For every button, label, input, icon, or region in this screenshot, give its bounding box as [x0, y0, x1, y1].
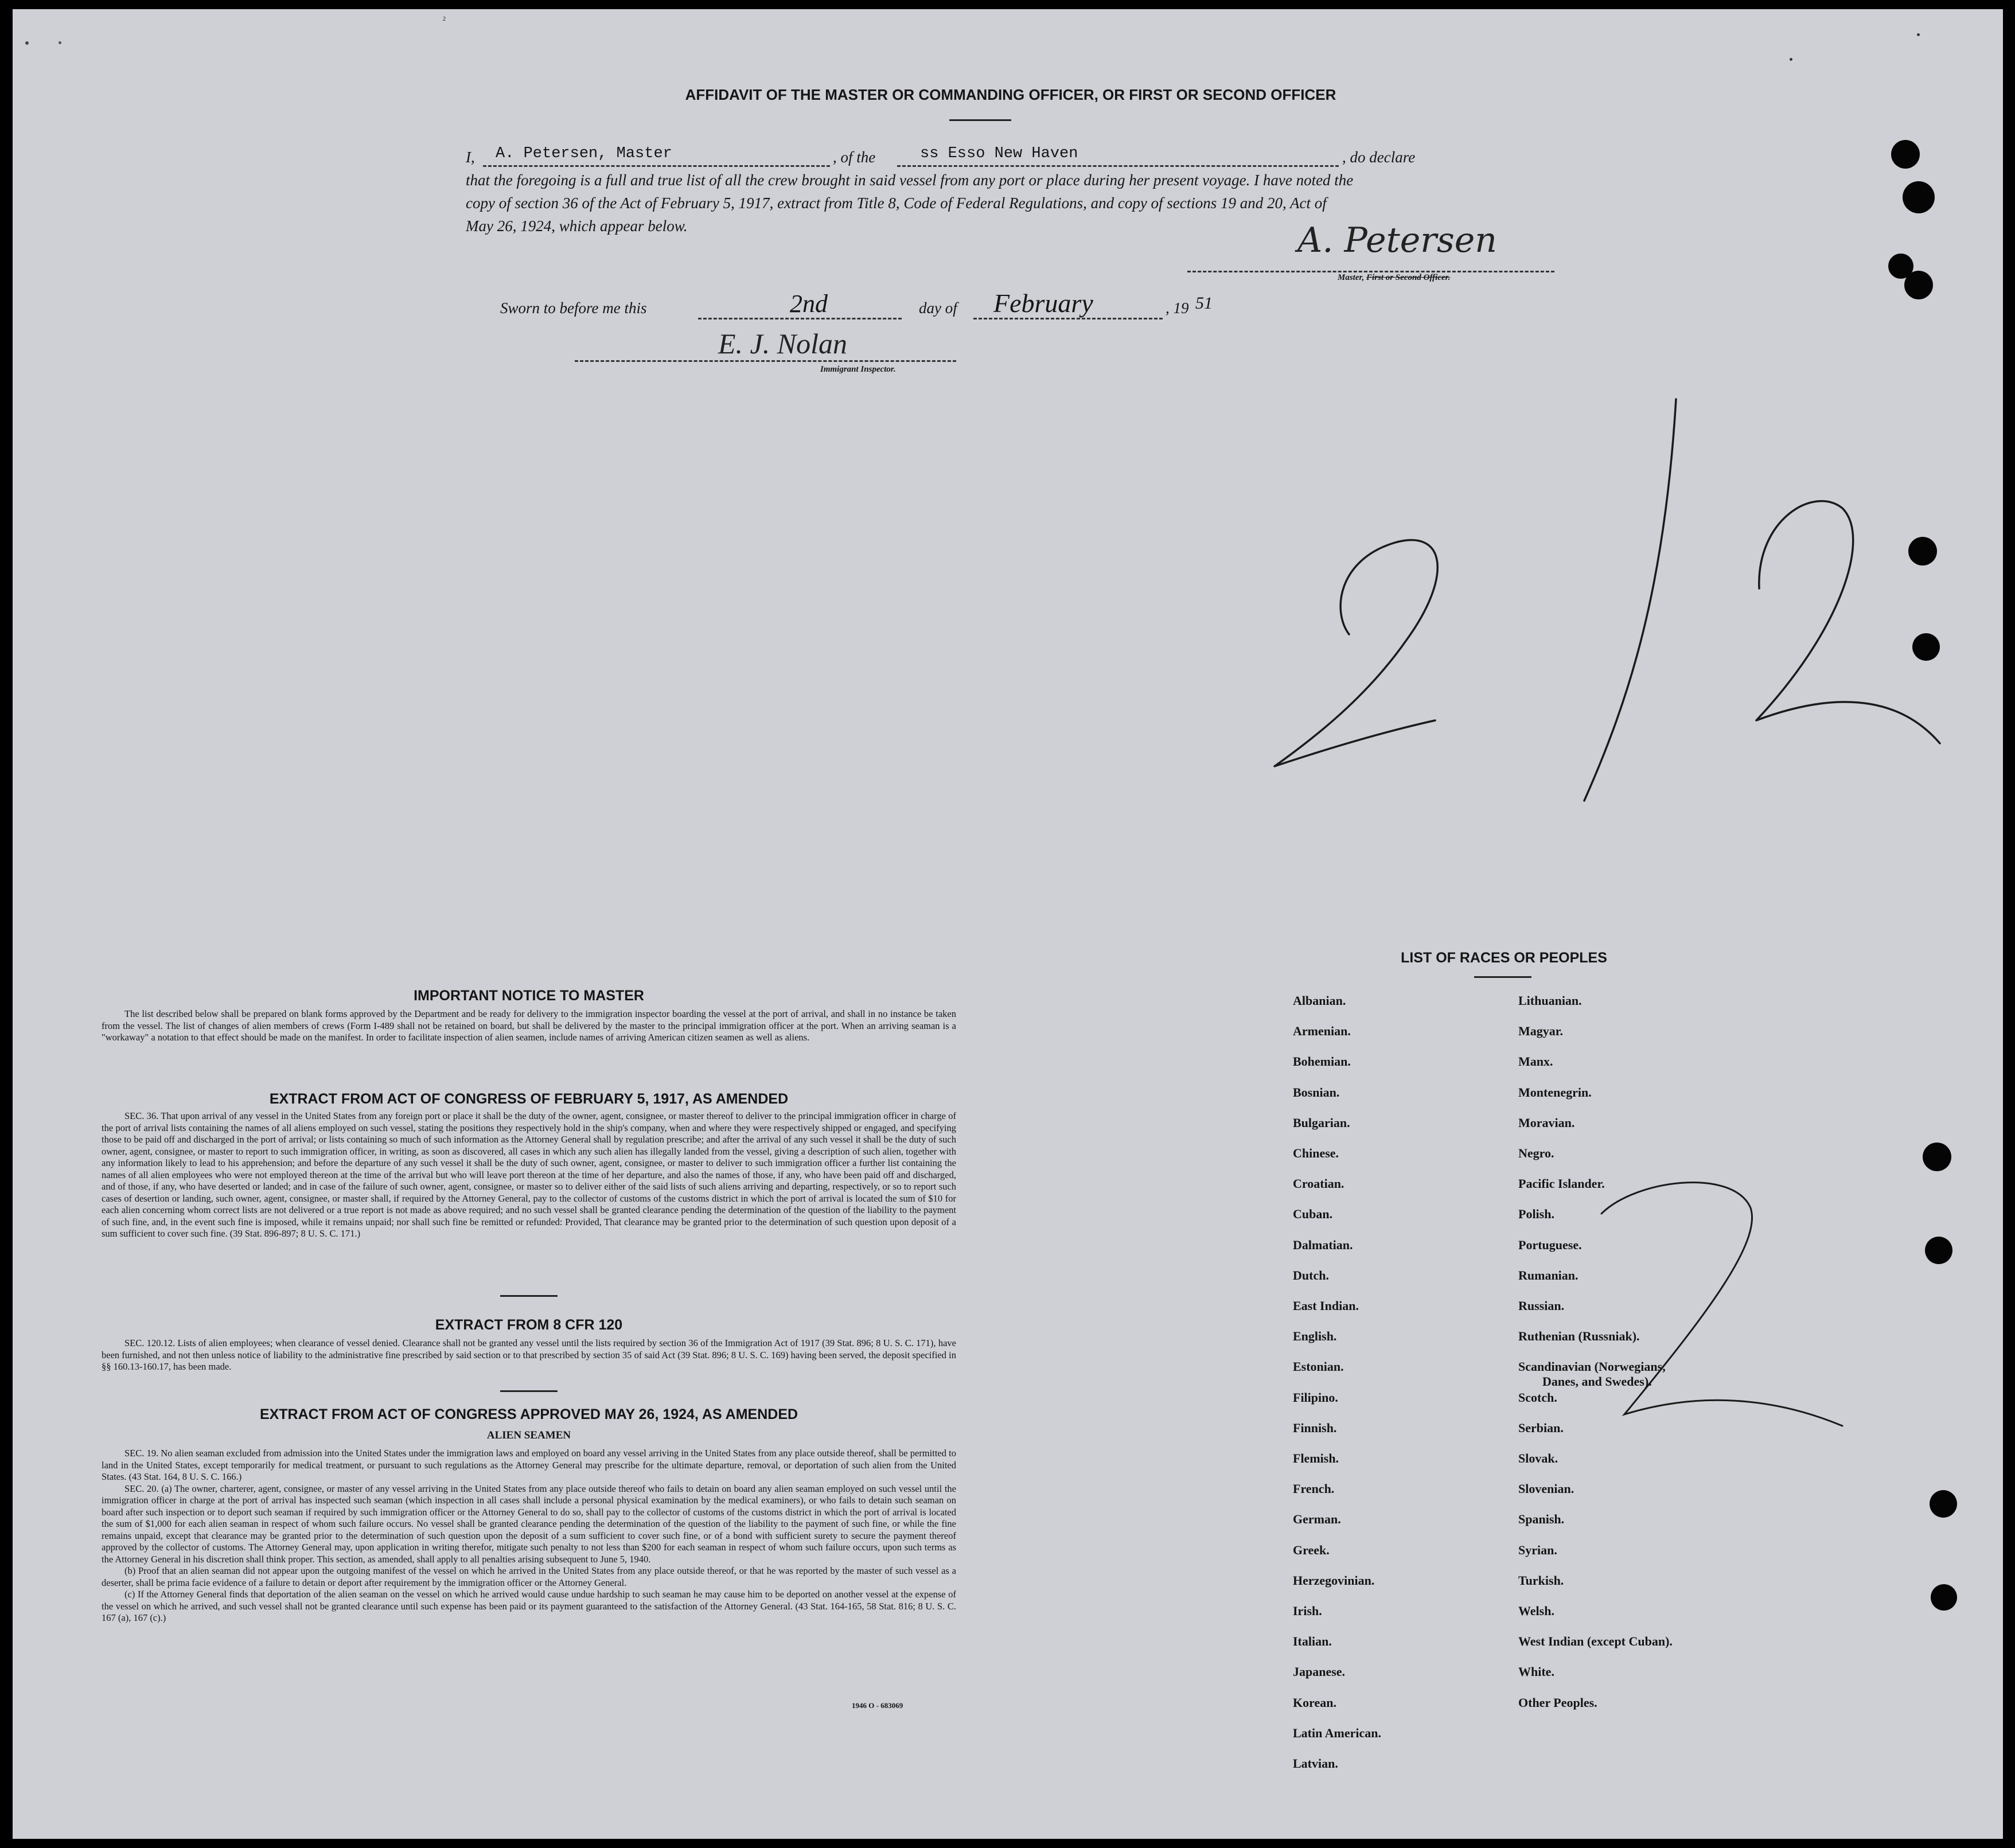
do-declare-label: , do declare: [1342, 149, 1416, 166]
punch-hole: [1903, 181, 1935, 213]
race-item: Slovenian.: [1518, 1481, 1574, 1496]
scan-speck: [59, 41, 61, 44]
extract-cfr-text: SEC. 120.12. Lists of alien employees; when clearance of vessel denied. Clearance shall not be granted any vessel until the lists required by section 36 of the Immigration Act of 1917 (39 Stat. 896; 8 U. S. C. 171), have been furnished, and not then unless notice of liability to the administrative fine prescribed by said section or to that prescribed by section 35 of said Act (39 Stat. 896; 8 U. S. C. 169) having been served, the deposit specified in §§ 160.13-160.17, has been made.: [102, 1338, 956, 1372]
race-item: Polish.: [1518, 1207, 1554, 1222]
race-item: Russian.: [1518, 1299, 1565, 1313]
declaration-line-2: that the foregoing is a full and true list of all the crew brought in said vessel from any port or place during her present voyage. I have noted the: [466, 171, 1354, 189]
vessel-name-value: ss Esso New Haven: [920, 145, 1078, 162]
punch-hole: [1930, 1490, 1957, 1518]
punch-hole: [1931, 1584, 1957, 1611]
section-rule: [500, 1390, 558, 1392]
race-item: Serbian.: [1518, 1420, 1564, 1435]
notice-text: The list described below shall be prepared on blank forms approved by the Department and be ready for delivery to the immigration inspector boarding the vessel at the port of arrival, and shall in no instance be taken from the vessel. The list of changes of alien members of crews (Form I-489 shall not be retained on board, but shall be delivered by the master to the principal immigration officer at the port. When an arriving seaman is a "workaway" a notation to that effect should be made on the manifest. In order to facilitate inspection of alien seamen, include names of arriving American citizen seamen as well as aliens.: [102, 1008, 956, 1043]
master-signature: A. Petersen: [1297, 220, 1497, 260]
extract-1924-title: EXTRACT FROM ACT OF CONGRESS APPROVED MAY 26, 1924, AS AMENDED: [259, 1406, 798, 1422]
scan-speck: [1917, 33, 1920, 36]
races-title: LIST OF RACES OR PEOPLES: [1401, 950, 1607, 966]
master-signature-line: [1187, 265, 1554, 272]
extract-1924-subtitle: ALIEN SEAMEN: [486, 1429, 571, 1441]
scan-speck: [25, 41, 29, 45]
race-item: Bohemian.: [1293, 1054, 1351, 1069]
sworn-month: February: [993, 288, 1093, 318]
race-item: Bulgarian.: [1293, 1115, 1350, 1130]
race-item: Magyar.: [1518, 1024, 1564, 1039]
race-item: Other Peoples.: [1518, 1695, 1597, 1710]
race-item: White.: [1518, 1664, 1554, 1679]
master-caption-master: Master,: [1338, 273, 1365, 282]
handwritten-strokes: [1275, 399, 1940, 801]
declaration-line-3: copy of section 36 of the Act of February 5, 1917, extract from Title 8, Code of Federal Regulations, and copy of sections 19 and 20, Act of: [466, 194, 1327, 212]
race-item: Scotch.: [1518, 1390, 1557, 1405]
races-column-1: [1293, 993, 1511, 1796]
race-item: Syrian.: [1518, 1542, 1557, 1557]
race-item: Irish.: [1293, 1604, 1322, 1618]
race-item: Chinese.: [1293, 1146, 1339, 1160]
punch-hole: [1923, 1143, 1951, 1171]
race-item: Albanian.: [1293, 993, 1346, 1008]
race-item: German.: [1293, 1512, 1341, 1527]
inspector-signature: E. J. Nolan: [718, 328, 847, 360]
race-item: Ruthenian (Russniak).: [1518, 1329, 1640, 1344]
inspector-signature-line: [575, 354, 956, 362]
sworn-label: Sworn to before me this: [500, 299, 647, 317]
race-item: Spanish.: [1518, 1512, 1565, 1527]
sec-19-text: SEC. 19. No alien seaman excluded from admission into the United States under the immigration laws and employed on board any vessel arriving in the United States from any place outside thereof, shall be permitted to land in the United States, except temporarily for medical treatment, or pursuant to such regulations as the Attorney General may prescribe for the ultimate departure, removal, or deportation of such alien from the United States. (43 Stat. 164, 8 U. S. C. 166.): [102, 1448, 956, 1482]
race-item: French.: [1293, 1481, 1335, 1496]
race-item: Korean.: [1293, 1695, 1336, 1710]
race-item: Rumanian.: [1518, 1268, 1579, 1282]
handwritten-mark-small-text: 2: [443, 16, 446, 22]
extract-cfr-title: EXTRACT FROM 8 CFR 120: [435, 1317, 623, 1333]
race-item: Slovak.: [1518, 1451, 1558, 1465]
race-item: Montenegrin.: [1518, 1085, 1592, 1100]
race-item: Herzegovinian.: [1293, 1573, 1375, 1588]
notice-title: IMPORTANT NOTICE TO MASTER: [414, 988, 644, 1004]
race-item: Pacific Islander.: [1518, 1176, 1605, 1191]
extract-1917-text: SEC. 36. That upon arrival of any vessel in the United States from any foreign port or place it shall be the duty of the owner, agent, consignee, or master thereof to deliver to the principal immigration officer in charge of the port of arrival lists containing the names of all aliens employed on such vessel, stating the positions they respectively hold in the ship's company, when and where they were respectively shipped or engaged, and specifying those to be paid off and discharged in the port of arrival; or lists containing so much of such information as the Attorney General shall by regulation prescribe; and after the arrival of any such vessel it shall be the duty of such owner, agent, consignee, or master to report to such immigration officer, in writing, as soon as discovered, all cases in which any such alien has illegally landed from the vessel, giving a description of such alien, together with any information likely to lead to his apprehension; and before the departure of any such vessel it shall be the duty of such owner, agent, consignee, or master to deliver to such immigration officer a further list containing the names of all alien employees who were not employed thereon at the time of the arrival but who will leave port thereon at the time of her departure, and also the names of those, if any, who have been paid off and discharged, and of those, if any, who have deserted or landed; and in case of the failure of such owner, agent, consignee, or master so to deliver either of the said lists of such aliens arriving and departing, respectively, or so to report such cases of desertion or landing, such owner, agent, consignee, or master shall, if required by the Attorney General, pay to the collector of customs of the customs district in which the port of arrival is located the sum of $10 for each alien concerning whom correct lists are not delivered or a true report is not made as above required; and no such vessel shall be granted clearance pending the determination of the question of the liability to the payment of such fine, and, in the event such fine is imposed, while it remains unpaid; nor shall such fine be remitted or refunded: Provided, That clearance may be granted prior to the determination of such question upon deposit of a sum sufficient to cover such fine. (39 Stat. 896-897; 8 U. S. C. 171.): [102, 1110, 956, 1239]
race-item: Armenian.: [1293, 1024, 1351, 1039]
race-item: English.: [1293, 1329, 1337, 1344]
title-rule: [949, 119, 1011, 121]
race-item: Manx.: [1518, 1054, 1553, 1069]
declaration-line-4: May 26, 1924, which appear below.: [466, 217, 688, 235]
race-item: Cuban.: [1293, 1207, 1333, 1222]
section-rule: [500, 1295, 558, 1297]
affidavit-title: AFFIDAVIT OF THE MASTER OR COMMANDING OFFICER, OR FIRST OR SECOND OFFICER: [685, 86, 1336, 103]
sec-20b-text: (b) Proof that an alien seaman did not appear upon the outgoing manifest of the vessel on which he arrived in the United States from any place outside thereof, or that he was reported by the master of such vessel as a deserter, shall be prima facie evidence of a failure to detain or deport after requirement by the immigration officer or the Attorney General.: [102, 1565, 956, 1588]
i-label: I,: [466, 149, 475, 166]
race-item: Dutch.: [1293, 1268, 1329, 1282]
day-of-label: day of: [919, 299, 957, 317]
sec-20a-text: SEC. 20. (a) The owner, charterer, agent, consignee, or master of any vessel arriving in the United States from any place outside thereof who fails to detain on board any alien seaman employed on such vessel until the immigration officer in charge at the port of arrival has inspected such seaman (which inspection in all cases shall include a personal physical examination by the medical examiners), or who fails to detain such seaman on board after such inspection or to deport such seaman if required by such immigration officer or the Attorney General to do so, shall pay to the collector of customs of the customs district in which the port of arrival is located the sum of $1,000 for each alien seaman in respect of whom such failure occurs. No vessel shall be granted clearance pending the determination of the question of the liability to the payment of such fine, or while the fine remains unpaid, except that clearance may be granted prior to the determination of such question upon the deposit of a sum sufficient to cover such fine, or of a bond with sufficient surety to secure the payment thereof approved by the collector of customs. The Attorney General may, upon application in writing therefor, mitigate such penalty to not less than $200 for each seaman in respect of whom such failure occurs, upon such terms as the Attorney General in his discretion shall think proper. This section, as amended, shall apply to all penalties arising subsequent to June 5, 1940.: [102, 1483, 956, 1565]
race-item: Flemish.: [1293, 1451, 1339, 1465]
punch-hole: [1891, 140, 1920, 169]
races-title-rule: [1474, 976, 1531, 978]
race-item: Welsh.: [1518, 1604, 1554, 1618]
race-item: Moravian.: [1518, 1115, 1575, 1130]
race-item: Filipino.: [1293, 1390, 1338, 1405]
punch-hole: [1904, 271, 1933, 299]
race-item: East Indian.: [1293, 1299, 1359, 1313]
race-item: Scandinavian (Norwegians,: [1518, 1359, 1666, 1374]
race-item: Danes, and Swedes).: [1542, 1374, 1652, 1389]
master-name-value: A. Petersen, Master: [496, 145, 672, 162]
extract-1917-title: EXTRACT FROM ACT OF CONGRESS OF FEBRUARY 5, 1917, AS AMENDED: [269, 1091, 789, 1107]
scan-speck: [1790, 58, 1792, 61]
race-item: Portuguese.: [1518, 1237, 1582, 1252]
sworn-day: 2nd: [790, 290, 828, 318]
printer-imprint: 1946 O - 683069: [852, 1701, 903, 1710]
race-item: Turkish.: [1518, 1573, 1564, 1588]
race-item: Finnish.: [1293, 1420, 1337, 1435]
race-item: Lithuanian.: [1518, 993, 1582, 1008]
race-item: Latvian.: [1293, 1756, 1338, 1771]
sworn-line: [500, 288, 1303, 330]
year-suffix: 51: [1195, 294, 1213, 313]
sec-20c-text: (c) If the Attorney General finds that deportation of the alien seaman on the vessel on which he arrived would cause undue hardship to such seaman he may cause him to be deported on another vessel at the expense of the vessel on which he arrived, and such vessel shall not be granted clearance until such expense has been paid or its payment guaranteed to the satisfaction of the Attorney General. (43 Stat. 164-165, 58 Stat. 816; 8 U. S. C. 167 (a), 167 (c).): [102, 1589, 956, 1623]
races-column-2: [1518, 993, 1862, 1796]
race-item: Latin American.: [1293, 1725, 1381, 1740]
year-prefix: , 19: [1166, 299, 1189, 317]
race-item: Japanese.: [1293, 1664, 1346, 1679]
inspector-caption: Immigrant Inspector.: [820, 365, 896, 374]
punch-hole: [1925, 1237, 1952, 1264]
race-item: Negro.: [1518, 1146, 1554, 1160]
race-item: Bosnian.: [1293, 1085, 1340, 1100]
race-item: Greek.: [1293, 1542, 1330, 1557]
master-caption-struck: First or Second Officer.: [1366, 273, 1451, 282]
race-item: Dalmatian.: [1293, 1237, 1353, 1252]
of-the-label: , of the: [833, 149, 876, 166]
document-page: [13, 9, 2003, 1839]
race-item: Italian.: [1293, 1634, 1332, 1649]
race-item: Estonian.: [1293, 1359, 1344, 1374]
extract-1924-body: [102, 1448, 956, 1624]
race-item: Croatian.: [1293, 1176, 1344, 1191]
handwritten-mark-large: [1263, 399, 1951, 870]
master-caption: [1338, 273, 1450, 283]
race-item: West Indian (except Cuban).: [1518, 1634, 1673, 1649]
